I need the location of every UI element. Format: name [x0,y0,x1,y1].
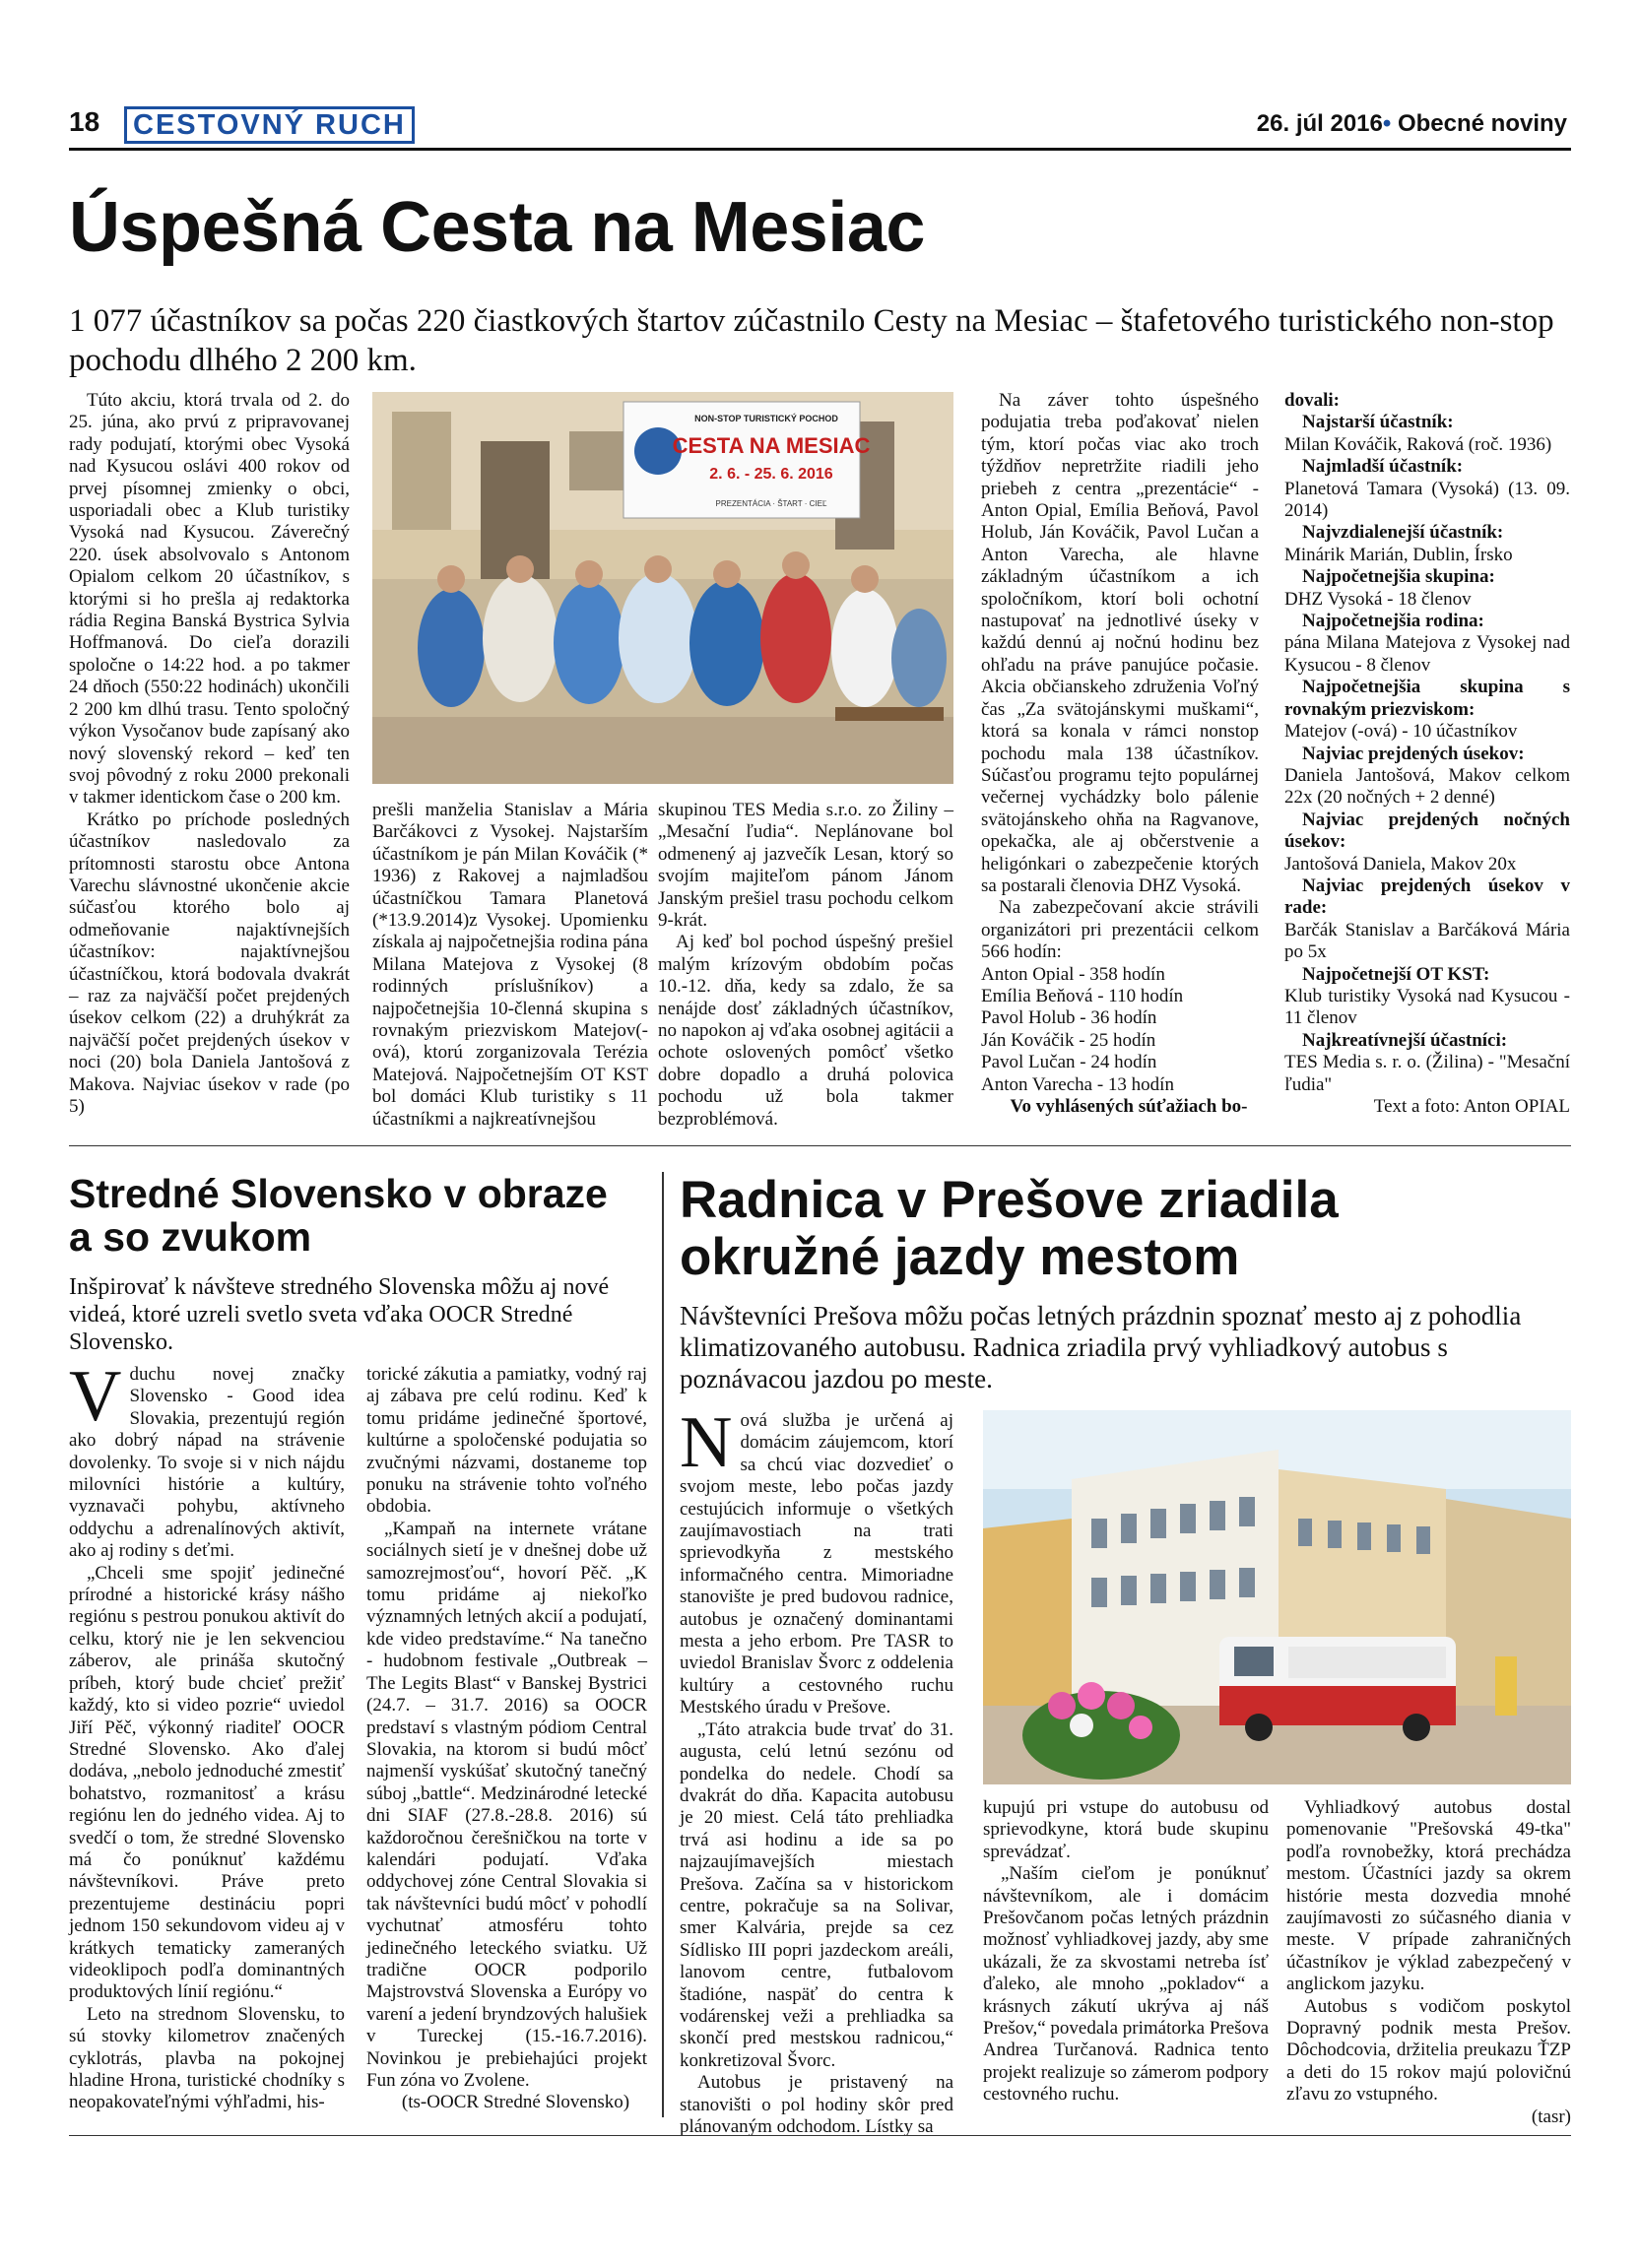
award-label: Najstarší účastník: [1302,412,1454,433]
hours-list [981,964,1259,1096]
article1-column-1 [69,390,350,1118]
award-value: Barčák Stanislav a Barčáková Mária po 5x [1284,919,1570,963]
paragraph: kupujú pri vstupe do autobusu od sprievodkyne, ktorá bude skupinu sprevádzať. [983,1797,1269,1862]
award-value: Matejov (-ová) - 10 účastníkov [1284,721,1518,743]
award-value: pána Milana Matejova z Vysokej nad Kysucou - 8 členov [1284,632,1570,676]
article1-column-5 [1284,390,1570,1118]
paragraph: Na zabezpečovaní akcie strávili organizátori pri prezentácii celkom 566 hodín: [981,897,1259,963]
award-value: Milan Kováčik, Raková (roč. 1936) [1284,433,1552,455]
award-label: Najpočetnejšia skupina: [1302,566,1495,588]
award-label: Najvzdialenejší účastník: [1302,522,1504,544]
award-value: DHZ Vysoká - 18 členov [1284,588,1472,610]
paragraph: Na záver tohto úspešného podujatia treba poďakovať nielen tým, ktorí počas viac ako troch týždňov nepretržite riadili jeho priebeh z centra „prezentácie“ - Anton Opial, Emília Beňová, Pavol Holub, Ján Kováčik, Pavol Lučan a Anton Varecha, ale hlavne základným účastníkom a ich spoločníkom, ktorí boli ochotní nastupovať na jednotlivé úseky v každú dennú aj nočnú hodinu bez ohľadu na práve panujúce počasie. Akcia občianskeho združenia Voľný čas „Za svätojánskymi muškami“, ktorá sa konala v rámci nonstop pochodu mala 138 účastníkov. Súčasťou programu tejto populárnej večernej vychádzky bolo pálenie svätojánskeho ohňa na Ragvanove, opekačka, ale aj občerstvenie a heligónkari o zabezpečenie ktorých sa postarali členovia DHZ Vysoká. [981,390,1259,896]
hours-item: Emília Beňová - 110 hodín [981,985,1184,1006]
paragraph: Leto na strednom Slovensku, to sú stovky kilometrov značených cyklotrás, plavba na pokojnej hladine Hrona, turistické chodníky s neopakovateľnými výhľadmi, his- [69,2003,345,2113]
page-number: 18 [69,106,100,137]
article1-column-3 [658,800,953,1131]
article3-column-3 [1286,1797,1571,2128]
bus-photo [983,1410,1571,1784]
headline-line: Stredné Slovensko v obraze [69,1171,608,1216]
article2-deck: Inšpirovať k návšteve stredného Slovenska môžu aj nové videá, ktoré uzreli svetlo sveta vďaka OOCR Stredné Slovensko. [69,1274,610,1355]
publication-name: Obecné noviny [1397,110,1567,137]
paragraph: Krátko po príchode posledných účastníkov nasledovalo za prítomnosti starostu obce Antona Varechu slávnostné ukončenie akcie súčasťou ktorého bolo aj odmeňovanie najaktívnejších účastníkov: najaktívnejšou účastníčkou, ktorá bodovala dvakrát – raz za najväčší počet prejdených úsekov celkom (22) a druhýkrát za najväčší počet prejdených úsekov v noci (20) bola Daniela Jantošová z Makova. Najviac úsekov v rade (po 5) [69,809,350,1117]
hours-item: Pavol Lučan - 24 hodín [981,1052,1157,1073]
award-label: Najpočetnejšia rodina: [1302,611,1484,632]
paragraph: Autobus je pristavený na stanovišti o pol hodiny skôr pred plánovaným odchodom. Lístky sa [680,2072,953,2137]
award-value: Planetová Tamara (Vysoká) (13. 09. 2014) [1284,478,1570,522]
award-value: Minárik Marián, Dublin, Írsko [1284,544,1513,565]
awards-intro-end: dovali: [1284,390,1340,411]
headline-line: Radnica v Prešove zriadila [680,1171,1339,1229]
headline-line: okružné jazdy mestom [680,1228,1240,1286]
paragraph: Vyhliadkový autobus dostal pomenovanie "Prešovská 49-tka" podľa rovnobežky, ktorá prechádza mestom. Účastníci jazdy sa okrem histórie mesta dozvedia mnohé zaujímavosti zo súčasného diania v meste. V prípade zahraničných účastníkov je výklad zabezpečený v anglickom jazyku. [1286,1797,1571,1995]
group-photo [372,392,953,784]
award-item [1284,964,1570,1030]
hours-item: Anton Opial - 358 hodín [981,963,1165,985]
article1-column-4 [981,390,1259,1118]
award-label: Najmladší účastník: [1302,456,1464,478]
award-item [1284,1030,1570,1096]
banner-line-3: 2. 6. - 25. 6. 2016 [709,466,833,483]
drop-cap: N [680,1402,733,1483]
article3-deck: Návštevníci Prešova môžu počas letných prázdnin spoznať mesto aj z pohodlia klimatizovaného autobusu. Radnica zriadila prvý vyhliadkový autobus s poznávacou jazdou po meste. [680,1301,1522,1393]
article2-column-2 [366,1364,647,2114]
banner-line-2: CESTA NA MESIAC [672,433,871,458]
paragraph: skupinou TES Media s.r.o. zo Žiliny – „Mesační ľudia“. Neplánovane bol odmenený aj jazvečík Lesan, ktorý so svojím majiteľom pánom Jánom Janským prešiel trasu pochodu celkom 9-krát. [658,800,953,932]
award-label: Najviac prejdených úsekov v rade: [1284,875,1570,919]
award-item [1284,522,1570,566]
award-item [1284,744,1570,810]
article2-column-1 [69,1356,345,2114]
footer-rule [69,2135,1571,2136]
paragraph: ová služba je určená aj domácim záujemcom, ktorí sa chcú viac dozvedieť o svojom meste, lebo počas jazdy cestujúcich informuje o všetkých zaujímavostiach na trati sprievodkyňa z mestského informačného centra. Mimoriadne stanovište je pred budovou radnice, autobus je označený dominantami mesta a jeho erbom. Pre TASR to uviedol Branislav Švorc z oddelenia kultúry a cestovného ruchu Mestského úradu v Prešove. [680,1410,953,1718]
award-item [1284,611,1570,677]
award-item [1284,456,1570,522]
article1-headline: Úspešná Cesta na Mesiac [69,188,925,267]
award-item [1284,810,1570,875]
award-value: TES Media s. r. o. (Žilina) - "Mesační ľudia" [1284,1052,1570,1095]
paragraph: „Táto atrakcia bude trvať do 31. augusta, celú letnú sezónu od pondelka do nedele. Chodí sa dvakrát do dňa. Kapacita autobusu je 20 miest. Celá táto prehliadka trvá asi hodinu a ide sa po najzaujímavejších miestach Prešova. Začína sa v historickom centre, pokračuje sa na Solivar, smer Kalvária, prejde sa cez Sídlisko III popri jazdeckom areáli, lanovom centre, futbalovom štadióne, naspäť do centra k vodárenskej veži a prehliadka sa skončí pred mestskou radnicou,“ konkretizoval Švorc. [680,1718,953,2071]
paragraph: torické zákutia a pamiatky, vodný raj aj zábava pre celú rodinu. Keď k tomu pridáme jedinečné športové, kultúrne a spoločenské podujatia so zvučnými názvami, dostaneme top ponuku na strávenie tohto voľného obdobia. [366,1364,647,1518]
awards-intro: Vo vyhlásených súťažiach bo- [1010,1096,1248,1117]
drop-cap: V [69,1356,122,1437]
paragraph: Túto akciu, ktorá trvala od 2. do 25. júna, ako prvú z pripravovanej rady podujatí, ktorými obec Vysoká nad Kysucou oslávi 400 rokov od prvej písomnej zmienky o obci, usporiadali obec a Klub turistiky Vysoká nad Kysucou. Záverečný 220. úsek absolvovalo s Antonom Opialom celkom 20 účastníkov, s ktorými si ho prešla aj redaktorka rádia Regina Banská Bystrica Sylvia Hoffmanová. Do cieľa dorazili spoločne o 14:22 hod. a po takmer 24 dňoch (550:22 hodinách) ukončili 2 200 km dlhú trasu. Tento spoločný výkon Vysočanov bude zapísaný ako nový slovenský rekord – keď ten svoj pôvodný z roku 2000 prekonali v takmer identickom čase o 200 km. [69,390,350,809]
paragraph: „Naším cieľom je ponúknuť návštevníkom, ale i domácim Prešovčanom počas letných prázdnin možnosť vyhliadkovej jazdy, aby sme ukázali, že za skvostami netreba ísť ďaleko, ale mnoho „pokladov“ a krásnych zákutí ukrýva aj náš Prešov,“ povedala primátorka Prešova Andrea Turčanová. Radnica tento projekt realizuje so zámerom podpory cestovného ruchu. [983,1863,1270,2106]
paragraph: Aj keď bol pochod úspešný prešiel malým krízovým obdobím počas 10.-12. dňa, kedy sa zdalo, že sa nenájde dosť základných účastníkov, no napokon aj vďaka osobnej agitácii a ochote oslovených pomôcť všetko dobre dopadlo a druhá polovica pochodu už bola takmer bezproblémová. [658,932,953,1130]
article3-headline [680,1172,1566,1286]
hours-item: Ján Kováčik - 25 hodín [981,1029,1156,1051]
award-label: Najviac prejdených nočných úsekov: [1284,809,1570,853]
award-item [1284,677,1570,743]
award-label: Najkreatívnejší účastníci: [1302,1029,1508,1051]
award-item [1284,566,1570,611]
award-item [1284,875,1570,964]
article3-column-2 [983,1797,1269,2106]
column-divider [662,1172,664,2117]
award-label: Najpočetnejší OT KST: [1302,963,1490,985]
article1-lede: 1 077 účastníkov sa počas 220 čiastkových štartov zúčastnilo Cesty na Mesiac – štafetového turistického non-stop pochodu dlhého 2 200 km. [69,303,1554,378]
header-rule [69,148,1571,151]
article-divider [69,1145,1571,1146]
award-item [1284,412,1570,456]
award-value: Klub turistiky Vysoká nad Kysucou - 11 členov [1284,985,1570,1029]
issue-date-line [1257,110,1567,138]
article1-column-2 [372,800,648,1131]
award-label: Najviac prejdených úsekov: [1302,743,1525,764]
article1-credit: Text a foto: Anton OPIAL [1373,1096,1570,1117]
award-value: Daniela Jantošová, Makov celkom 22x (20 nočných + 2 denné) [1284,764,1570,809]
headline-line: a so zvukom [69,1214,312,1260]
paragraph: prešli manželia Stanislav a Mária Barčákovci z Vysokej. Najstarším účastníkom je pán Milan Kováčik (* 1936) z Rakovej a najmladšou účastníčkou Tamara Planetová (*13.9.2014)z Vysokej. Upomienku získala aj najpočetnejšia rodina pána Milana Matejova z Vysokej (8 rodinných príslušníkov) a najpočetnejšia 10-členná skupina s rovnakým priezviskom Matejov(-ová), ktorú zorganizovala Terézia Matejová. Najpočetnejším OT KST bol domáci Klub turistiky s 11 účastníkmi a najkreatívnejšou [372,800,648,1130]
paragraph: Autobus s vodičom poskytol Dopravný podnik mesta Prešov. Dôchodcovia, držitelia preukazu ŤZP a deti do 15 rokov majú polovičnú zľavu zo vstupného. [1286,1995,1571,2106]
paragraph: „Kampaň na internete vrátane sociálnych sietí je v dnešnej dobe už samozrejmosťou“, hovorí Pěč. „K tomu pridáme aj niekoľko významných letných akcií a podujatí, kde video predstavíme.“ Na tanečno - hudobnom festivale „Outbreak – The Legits Blast“ v Banskej Bystrici (24.7. – 31.7. 2016) sa OOCR predstaví s vlastným pódiom Central Slovakia, na ktorom si budú môcť najmenší vyskúšať skutočný tanečný súboj „battle“. Medzinárodné letecké dni SIAF (27.8.-28.8. 2016) sú každoročnou čerešničkou na torte v kalendári podujatí. Vďaka oddychovej zóne Central Slovakia si tak návštevníci budú môcť v pohodlí vychutnať atmosféru tohto jedinečného leteckého sviatku. Už tradične OOCR podporilo Majstrovstvá Slovenska a Európy vo varení a jedení bryndzových halušiek v Tureckej (15.-16.7.2016). Novinkou je prebiehajúci projekt Fun zóna vo Zvolene. [366,1518,647,2091]
issue-date: 26. júl 2016 [1256,110,1383,137]
award-value: Jantošová Daniela, Makov 20x [1284,853,1517,875]
article3-credit: (tasr) [1531,2106,1571,2127]
hours-item: Anton Varecha - 13 hodín [981,1073,1174,1095]
hours-item: Pavol Holub - 36 hodín [981,1007,1157,1029]
article2-headline [69,1172,640,1259]
article2-credit: (ts-OOCR Stredné Slovensko) [401,2092,630,2113]
separator-dot: • [1382,110,1392,137]
paragraph: „Chceli sme spojiť jedinečné prírodné a historické krásy nášho regiónu s pestrou ponukou aktivít do celku, ktorý nie je len sekvenciou záberov, ale prináša skutočný príbeh, ktorý bude chcieť prežiť každý, kto si video pozrie“ uviedol Jiří Pěč, výkonný riaditeľ OOCR Stredné Slovensko. Ako ďalej dodáva, „nebolo jednoduché zmestiť bohatstvo, rozmanitosť a krásu regiónu len do jedného videa. Aj to svedčí o tom, že stredné Slovensko má čo ponúknuť každému návštevníkovi. Práve preto prezentujeme destináciu popri jednom 150 sekundovom videu aj v krátkych tematicky zameraných videoklipoch podľa dominantných produktových línií regiónu.“ [69,1562,345,2003]
section-tag: CESTOVNÝ RUCH [124,106,415,144]
award-label: Najpočetnejšia skupina s rovnakým priezviskom: [1284,677,1570,720]
banner-line-4: PREZENTÁCIA · ŠTART · CIEĽ [715,499,827,508]
banner-line-1: NON-STOP TURISTICKÝ POCHOD [694,414,838,423]
paragraph: duchu novej značky Slovensko - Good idea Slovakia, prezentujú región ako dobrý nápad na strávenie dovolenky. To svoje si v nich nájdu milovníci histórie a kultúry, vyznavači pohybu, aktívneho oddychu a adrenalínových aktivít, ako aj rodiny s deťmi. [69,1364,345,1562]
article3-column-1 [680,1402,953,2138]
